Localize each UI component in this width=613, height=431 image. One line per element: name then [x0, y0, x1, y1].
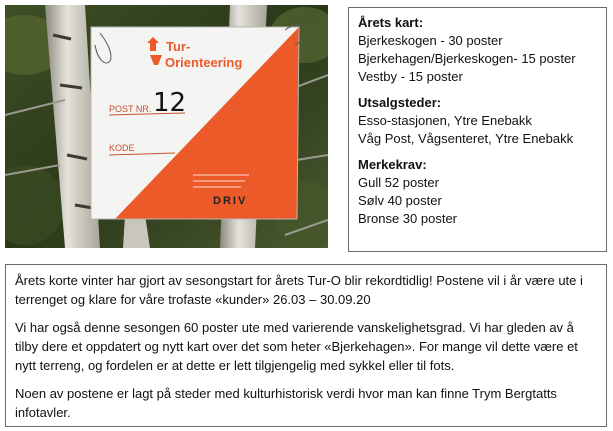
list-item: Bronse 30 poster — [358, 211, 458, 226]
sign-post-label: POST NR. — [109, 104, 152, 114]
sign-logo-line2: Orienteering — [165, 55, 243, 70]
paragraph: Årets korte vinter har gjort av sesongstart for årets Tur-O blir rekordtidlig! Postene vil i år være ute i terrenget og klare for våre trofaste «kunder» 26.03 – 30.09.20 — [15, 273, 583, 307]
list-item: Bjerkehagen/Bjerkeskogen- 15 poster — [358, 51, 576, 66]
paragraph: Vi har også denne sesongen 60 poster ute med varierende vanskelighetsgrad. Vi har gleden av å tilby dere et oppdatert og nytt kart over det som heter «Bjerkehagen». For mange vil dette være et nytt terreng, og fordelen er at dette er lett tilgjengelig med sykkel eller til fots. — [15, 320, 578, 373]
announcement-box — [5, 264, 607, 427]
sign-post-number: 12 — [153, 88, 187, 118]
list-item: Esso-stasjonen, Ytre Enebakk — [358, 113, 532, 128]
section-outlets — [358, 94, 597, 148]
list-item: Gull 52 poster — [358, 175, 439, 190]
list-item: Våg Post, Vågsenteret, Ytre Enebakk — [358, 131, 574, 146]
section-maps — [358, 14, 597, 86]
section-badge-requirements — [358, 156, 597, 228]
section-heading: Utsalgsteder: — [358, 95, 442, 110]
orienteering-post-photo — [5, 5, 328, 248]
info-box — [348, 7, 607, 252]
paragraph: Noen av postene er lagt på steder med kulturhistorisk verdi hvor man kan finne Trym Bergtatts infotavler. — [15, 386, 557, 420]
list-item: Bjerkeskogen - 30 poster — [358, 33, 503, 48]
sign-logo-line1: Tur- — [166, 39, 191, 54]
list-item: Sølv 40 poster — [358, 193, 442, 208]
list-item: Vestby - 15 poster — [358, 69, 463, 84]
section-heading: Merkekrav: — [358, 157, 427, 172]
photo-drawing — [5, 5, 328, 248]
sign-code-label: KODE — [109, 143, 135, 153]
sign-footer-logo: DRIV — [213, 195, 248, 207]
section-heading: Årets kart: — [358, 15, 424, 30]
